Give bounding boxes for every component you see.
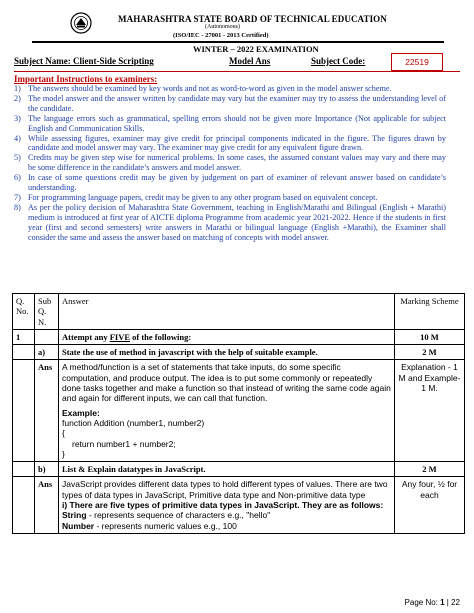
page-number: 1 (440, 598, 445, 607)
instruction-number: 1) (14, 84, 21, 93)
instructions-title: Important Instructions to examiners: (14, 74, 158, 84)
code-line: function Addition (number1, number2) (62, 417, 205, 428)
sub-question-marks: 2 M (395, 345, 465, 360)
subject-code-box: 22519 (391, 53, 443, 71)
sub-question-label: b) (35, 462, 59, 477)
question-marks: 10 M (395, 329, 465, 344)
datatype-label: String (62, 510, 87, 521)
answer-body (59, 360, 395, 462)
primitive-heading: i) There are five types of primitive data types in JavaScript. They are as follows: (62, 500, 384, 511)
instructions-list (14, 84, 446, 243)
sub-question-text: List & Explain datatypes in JavaScript. (59, 462, 395, 477)
table-row-qb-answer (13, 477, 465, 533)
empty-cell (13, 360, 35, 462)
answer-text: A method/function is a set of statements that take inputs, do some specific computation, and produce output. The idea is to put some commonly or repeatedly done tasks together and make a function so that instead of writing the same code again and again for different inputs, we can call that function. (62, 362, 391, 404)
datatype-label: Number (62, 520, 95, 531)
instruction-number: 7) (14, 192, 21, 202)
table-row-qa-answer (13, 360, 465, 462)
page-total: 22 (451, 598, 460, 607)
page-label: Page No: (404, 598, 441, 607)
instruction-item (14, 134, 446, 154)
sub-question-marks: 2 M (395, 462, 465, 477)
code-line: } (62, 448, 65, 459)
instruction-number: 2) (14, 93, 21, 103)
subject-name: Subject Name: Client-Side Scripting (14, 56, 154, 66)
empty-cell (13, 462, 35, 477)
page-footer (405, 598, 460, 607)
attempt-post: of the following: (130, 331, 192, 342)
instruction-item (14, 94, 446, 114)
answer-label: Ans (35, 360, 59, 462)
model-answer-label: Model Ans (229, 56, 271, 66)
table-row-qa (13, 345, 465, 360)
instruction-item (14, 203, 446, 243)
answer-label: Ans (35, 477, 59, 533)
instruction-number: 5) (14, 153, 21, 163)
instruction-number: 4) (14, 133, 21, 143)
datatype-desc: - represents numeric values e.g., 100 (94, 520, 237, 531)
datatype-string (62, 510, 391, 520)
header-q-no: Q. No. (13, 294, 35, 330)
header-divider (32, 41, 444, 43)
empty-cell (13, 477, 35, 533)
sub-question-empty (35, 329, 59, 344)
instruction-item (14, 114, 446, 134)
header-answer: Answer (59, 294, 395, 330)
sub-question-text: State the use of method in javascript with the help of suitable example. (59, 345, 395, 360)
marking-scheme: Explanation - 1 M and Example- 1 M. (395, 360, 465, 462)
question-number: 1 (13, 329, 35, 344)
instruction-number: 3) (14, 113, 21, 123)
code-line: return number1 + number2; (72, 438, 176, 449)
datatype-desc: - represents sequence of characters e.g., "hello" (86, 510, 271, 521)
answer-body (59, 477, 395, 533)
instruction-text: As per the policy decision of Maharashtra State Government, teaching in English/Marathi and Bilingual (English + Marathi) medium is introduced at first year of AICTE diploma Programme from academic year 2021-2022. Hence if the students in first year (first and second semesters) write answers in Marathi or bilingual language (English +Marathi), the Examiner shall consider the same and assess the answer based on matching of concepts with model answer. (28, 202, 446, 242)
attempt-pre: Attempt any (62, 331, 110, 342)
instruction-number: 6) (14, 173, 21, 183)
instruction-text: The model answer and the answer written by candidate may vary but the examiner may try to assess the understanding level of the candidate. (28, 93, 446, 113)
table-row-qb (13, 462, 465, 477)
instruction-text: Credits may be given step wise for numerical problems. In some cases, the assumed constant values may vary and there may be some difference in the candidate’s answers and model answer. (28, 153, 446, 173)
instruction-text: In case of some questions credit may be given by judgement on part of examiner of relevant answer based on candidate’s understanding. (28, 173, 446, 193)
instruction-item (14, 84, 446, 94)
question-attempt (59, 329, 395, 344)
red-divider (14, 71, 460, 72)
exam-title: WINTER – 2022 EXAMINATION (193, 44, 319, 54)
header-marking-scheme: Marking Scheme (395, 294, 465, 330)
marking-scheme: Any four, ½ for each (395, 477, 465, 533)
instruction-text: While assessing figures, examiner may give credit for principal components indicated in the figure. The figures drawn by candidate and model answer may vary. The examiner may give credit for any equivalent figure drawn. (28, 133, 446, 153)
answer-text: JavaScript provides different data types to hold different types of values. There are two types of data types in JavaScript, Primitive data type and Non-primitive data type (62, 479, 388, 500)
page-separator: | (444, 598, 452, 607)
msbte-logo-icon (70, 12, 92, 34)
instruction-number: 8) (14, 202, 21, 212)
iso-certification: (ISO/IEC - 27001 - 2013 Certified) (173, 32, 269, 39)
example-label: Example: (62, 407, 100, 418)
code-line: { (62, 428, 65, 439)
sub-question-label: a) (35, 345, 59, 360)
board-title: MAHARASHTRA STATE BOARD OF TECHNICAL EDUCATION (118, 14, 387, 24)
subject-code-label: Subject Code: (311, 56, 366, 66)
empty-cell (13, 345, 35, 360)
instruction-item (14, 153, 446, 173)
instruction-item (14, 193, 446, 203)
header-sub-q-no: Sub Q. N. (35, 294, 59, 330)
attempt-five: FIVE (109, 331, 131, 342)
datatype-number (62, 521, 391, 531)
autonomous-label: (Autonomous) (205, 24, 240, 30)
answer-table (12, 293, 465, 534)
instruction-text: For programming language papers, credit may be given to any other program based on equivalent concept. (28, 192, 378, 202)
instruction-text: The answers should be examined by key words and not as word-to-word as given in the model answer scheme. (28, 84, 392, 93)
table-header-row (13, 294, 465, 330)
instruction-text: The language errors such as grammatical, spelling errors should not be given more Importance (Not applicable for subject English and Communication Skills. (28, 113, 446, 133)
table-row-q1 (13, 329, 465, 344)
instruction-item (14, 173, 446, 193)
